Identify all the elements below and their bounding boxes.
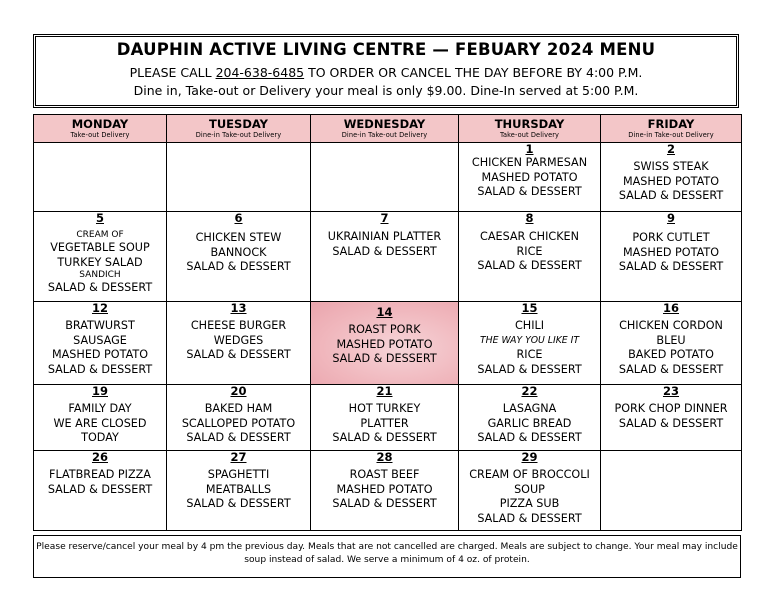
menu-item: SALAD & DESSERT	[477, 511, 582, 525]
empty-day-cell	[601, 451, 742, 531]
date-number: 15	[521, 301, 538, 315]
service-options: Dine-in Take-out Delivery	[628, 131, 714, 139]
day-header-wednesday	[311, 115, 459, 143]
menu-item: MASHED POTATO	[481, 170, 578, 184]
order-instructions	[36, 65, 736, 80]
menu-item: SALAD & DESSERT	[618, 416, 724, 430]
day-name: MONDAY	[71, 117, 129, 131]
menu-item: SPAGHETTI	[207, 468, 270, 481]
week-row	[34, 302, 742, 385]
menu-item: PLATTER	[360, 416, 409, 430]
menu-item: LASAGNA	[502, 402, 557, 415]
week-row	[34, 385, 742, 451]
day-header-tuesday	[167, 115, 311, 143]
date-number: 29	[521, 450, 538, 464]
menu-item: MASHED POTATO	[623, 245, 719, 259]
service-options: Dine-in Take-out Delivery	[341, 131, 428, 139]
week-row	[34, 143, 742, 212]
day-header-thursday	[459, 115, 601, 143]
menu-item: CHICKEN PARMESAN	[471, 156, 588, 169]
day-cell	[311, 212, 459, 302]
day-cell	[601, 143, 742, 212]
date-number: 12	[91, 301, 108, 315]
menu-item: SALAD & DESSERT	[186, 348, 291, 362]
day-cell	[311, 385, 459, 451]
date-number: 28	[376, 450, 393, 464]
menu-header	[33, 34, 739, 108]
date-number: 23	[662, 384, 679, 398]
menu-item: BRATWURST	[65, 319, 135, 332]
day-cell	[311, 451, 459, 531]
menu-item: CHICKEN CORDON	[619, 319, 723, 332]
menu-item: VEGETABLE SOUP	[50, 241, 150, 254]
day-name: THURSDAY	[494, 117, 565, 131]
menu-item: SALAD & DESSERT	[332, 431, 437, 445]
menu-item: SALAD & DESSERT	[47, 281, 153, 295]
day-cell	[34, 212, 167, 302]
menu-item: BANNOCK	[210, 245, 267, 259]
menu-item: SALAD & DESSERT	[186, 431, 291, 445]
menu-item: ROAST BEEF	[349, 468, 420, 481]
date-number: 20	[230, 384, 247, 398]
day-name: TUESDAY	[209, 117, 268, 131]
date-number: 13	[230, 301, 247, 315]
menu-item: WE ARE CLOSED	[53, 416, 147, 430]
date-number: 21	[376, 384, 393, 398]
menu-item: MASHED POTATO	[336, 482, 433, 496]
menu-item: SWISS STEAK	[633, 160, 709, 173]
day-cell	[167, 302, 311, 385]
price-info: Dine in, Take-out or Delivery your meal is only $9.00. Dine-In served at 5:00 P.M.	[133, 83, 639, 98]
menu-item: CAESAR CHICKEN	[480, 230, 579, 243]
empty-day-cell	[34, 143, 167, 212]
menu-item: BAKED POTATO	[628, 348, 714, 362]
menu-item: MASHED POTATO	[623, 174, 719, 188]
date-number: 1	[525, 142, 534, 156]
menu-item: CHEESE BURGER	[190, 319, 287, 332]
menu-item: CHICKEN STEW	[195, 231, 282, 244]
menu-item: FAMILY DAY	[68, 402, 132, 415]
menu-item: CREAM OF	[76, 230, 124, 240]
day-cell	[167, 212, 311, 302]
menu-item: SCALLOPED POTATO	[181, 416, 296, 430]
date-number: 19	[91, 384, 108, 398]
menu-title: DAUPHIN ACTIVE LIVING CENTRE — FEBUARY 2024 MENU	[116, 40, 656, 59]
menu-item: CREAM OF BROCCOLI	[469, 468, 590, 481]
date-number: 9	[666, 211, 675, 225]
date-number: 14	[376, 305, 393, 319]
menu-item: BLEU	[656, 333, 686, 347]
day-name: FRIDAY	[647, 117, 695, 131]
menu-item: SALAD & DESSERT	[332, 352, 437, 366]
service-options: Take-out Delivery	[70, 131, 130, 139]
menu-item: SALAD & DESSERT	[332, 244, 437, 258]
day-cell	[167, 451, 311, 531]
day-cell	[459, 451, 601, 531]
day-cell-highlighted	[311, 302, 459, 385]
menu-item: UKRAINIAN PLATTER	[327, 230, 442, 243]
empty-day-cell	[311, 143, 459, 212]
menu-item: TURKEY SALAD	[57, 255, 143, 269]
day-cell	[601, 385, 742, 451]
order-instructions-suffix: TO ORDER OR CANCEL THE DAY BEFORE BY 4:00 P.M.	[304, 65, 643, 80]
week-row	[34, 451, 742, 531]
footer-note: Please reserve/cancel your meal by 4 pm the previous day. Meals that are not cancelled are charged. Meals are subject to change. Your meal may include soup instead of salad. We serve a minimum of 4 oz. of protein.	[33, 535, 741, 578]
day-cell	[601, 302, 742, 385]
day-cell	[34, 451, 167, 531]
menu-item: SALAD & DESSERT	[618, 189, 724, 203]
day-cell	[459, 302, 601, 385]
menu-item: SALAD & DESSERT	[47, 362, 153, 376]
date-number: 2	[666, 142, 675, 156]
day-header-friday	[601, 115, 742, 143]
menu-item: SALAD & DESSERT	[186, 260, 291, 274]
menu-item: SALAD & DESSERT	[618, 362, 724, 376]
menu-item: SAUSAGE	[73, 333, 127, 347]
date-number: 5	[95, 211, 104, 225]
day-header-monday	[34, 115, 167, 143]
date-number: 22	[521, 384, 538, 398]
menu-item: PORK CUTLET	[632, 231, 710, 244]
menu-item: RICE	[516, 244, 543, 258]
menu-item: PORK CHOP DINNER	[614, 402, 728, 415]
menu-item: HOT TURKEY	[348, 402, 421, 415]
menu-item: ROAST PORK	[348, 323, 421, 336]
menu-item: RICE	[516, 348, 543, 362]
menu-item: SALAD & DESSERT	[47, 482, 153, 496]
menu-item: SALAD & DESSERT	[477, 431, 582, 445]
day-cell	[34, 385, 167, 451]
menu-item: SALAD & DESSERT	[477, 362, 582, 376]
menu-item: FLATBREAD PIZZA	[49, 468, 151, 481]
order-instructions-prefix: PLEASE CALL	[129, 65, 216, 80]
day-cell	[459, 212, 601, 302]
menu-item: WEDGES	[213, 333, 264, 347]
day-cell	[34, 302, 167, 385]
date-number: 16	[662, 301, 679, 315]
menu-item: GARLIC BREAD	[487, 416, 572, 430]
menu-item: CHILI	[514, 319, 545, 332]
menu-calendar	[33, 114, 742, 531]
menu-item: SOUP	[514, 482, 545, 496]
empty-day-cell	[167, 143, 311, 212]
menu-item: SALAD & DESSERT	[618, 260, 724, 274]
menu-item: MASHED POTATO	[336, 337, 433, 351]
menu-item: BAKED HAM	[204, 402, 273, 415]
menu-item: SANDICH	[79, 270, 121, 281]
weekday-header-row	[34, 115, 742, 143]
week-row	[34, 212, 742, 302]
menu-item: SALAD & DESSERT	[186, 497, 291, 511]
day-cell	[167, 385, 311, 451]
menu-item: MASHED POTATO	[52, 348, 148, 362]
date-number: 8	[525, 211, 534, 225]
menu-item: SALAD & DESSERT	[477, 185, 582, 199]
date-number: 6	[234, 211, 243, 225]
service-options: Dine-in Take-out Delivery	[195, 131, 282, 139]
menu-item: SALAD & DESSERT	[332, 497, 437, 511]
day-cell	[459, 385, 601, 451]
date-number: 26	[91, 450, 108, 464]
phone-number[interactable]: 204-638-6485	[215, 65, 305, 80]
day-cell	[601, 212, 742, 302]
menu-item: MEATBALLS	[205, 482, 272, 496]
date-number: 7	[380, 211, 389, 225]
day-cell	[459, 143, 601, 212]
menu-item: TODAY	[81, 431, 119, 445]
day-name: WEDNESDAY	[343, 117, 426, 131]
service-options: Take-out Delivery	[499, 131, 560, 139]
date-number: 27	[230, 450, 247, 464]
menu-item: PIZZA SUB	[499, 497, 560, 511]
menu-item: SALAD & DESSERT	[477, 259, 582, 273]
menu-item: THE WAY YOU LIKE IT	[479, 334, 580, 346]
